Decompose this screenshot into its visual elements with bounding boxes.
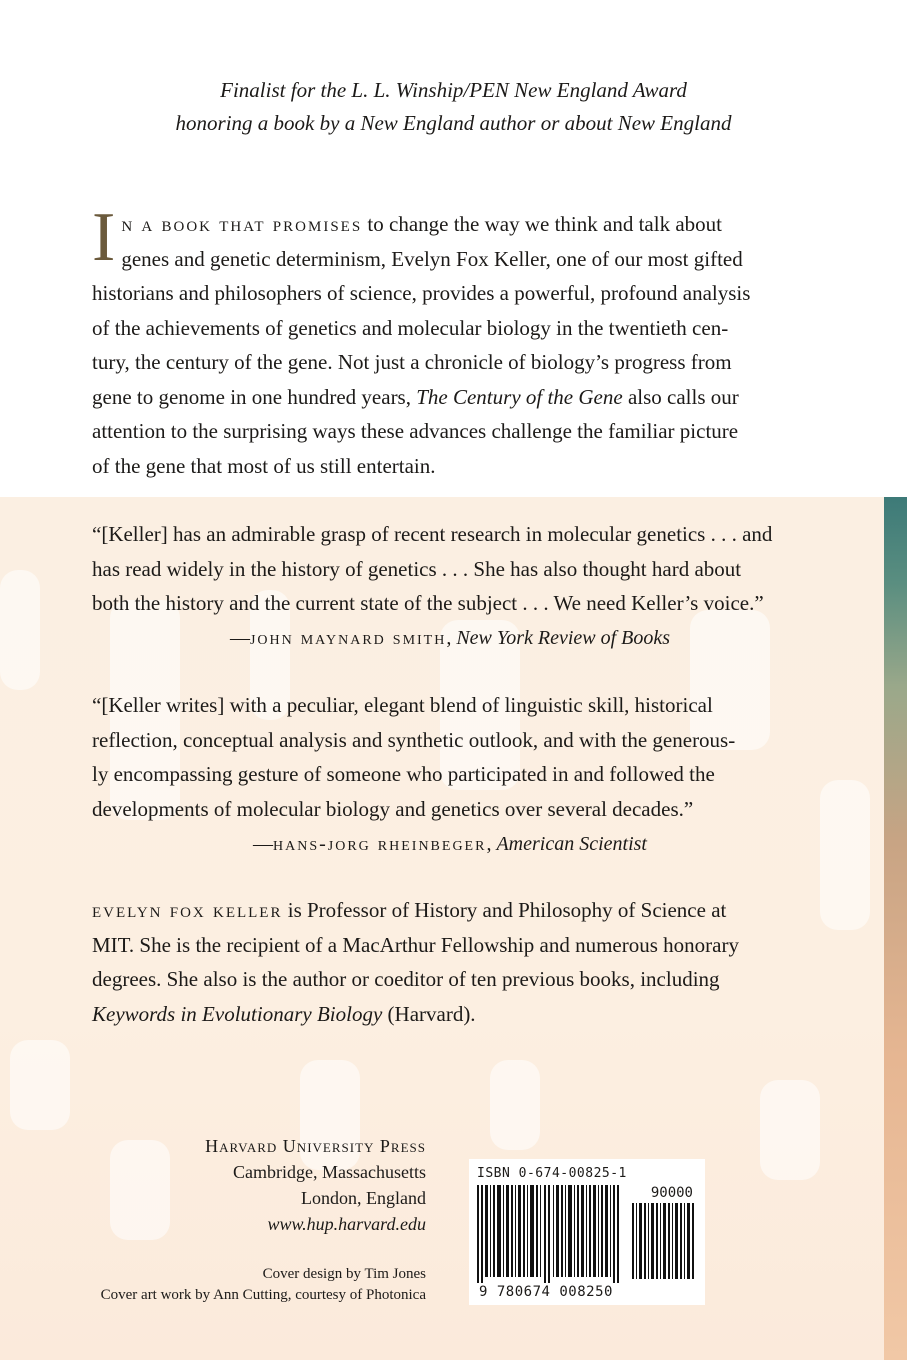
quote-1-attribution [92, 621, 808, 655]
quote-2-line-1: “[Keller writes] with a peculiar, elegant blend of linguistic skill, historical [92, 693, 713, 717]
attr-sep: , [486, 833, 497, 855]
intro-line-4: of the achievements of genetics and molecular biology in the twentieth cen- [92, 315, 729, 340]
intro-line-3: historians and philosophers of science, provides a powerful, profound analysis [92, 281, 751, 305]
quote-2-line-3: ly encompassing gesture of someone who participated in and followed the [92, 762, 715, 786]
addon-barcode-bars [632, 1203, 696, 1279]
publisher-city: Cambridge, Massachusetts [233, 1162, 426, 1182]
attr-name: hans-jorg rheinbeger [273, 833, 487, 855]
bio-line-4-post: (Harvard). [382, 1001, 476, 1026]
decorative-blob [820, 780, 870, 930]
quote-1-line-2: has read widely in the history of genetics . . . She has also thought hard about [92, 556, 742, 581]
decorative-blob [10, 1040, 70, 1130]
intro-line-6 [92, 380, 808, 415]
quote-1 [92, 517, 808, 621]
quote-2 [92, 688, 808, 826]
publisher-name: Harvard University Press [205, 1136, 426, 1156]
intro-lead-smallcaps: n a book that promises [121, 212, 363, 236]
intro-line-5: tury, the century of the gene. Not just a chronicle of biology’s progress from [92, 350, 732, 374]
cover-edge-artwork [884, 497, 907, 1360]
bio-line-4 [92, 997, 808, 1032]
intro-line [92, 207, 808, 242]
decorative-blob [490, 1060, 540, 1150]
publisher-block [100, 1133, 426, 1237]
bio-line-1 [92, 893, 808, 928]
quote-2-line-2: reflection, conceptual analysis and synthetic outlook, and with the generous- [92, 727, 736, 752]
price-code: 90000 [650, 1185, 693, 1201]
intro-line-7: attention to the surprising ways these advances challenge the familiar picture [92, 419, 739, 443]
intro-line-8: of the gene that most of us still entertain. [92, 453, 436, 478]
ean-digits: 9 780674 008250 [479, 1284, 613, 1300]
drop-cap: I [92, 199, 116, 276]
quote-1-line-3: both the history and the current state of the subject . . . We need Keller’s voice.” [92, 591, 764, 615]
barcode [469, 1159, 705, 1305]
quote-1-line-1: “[Keller] has an admirable grasp of recent research in molecular genetics . . . and [92, 522, 773, 546]
award-line-2: honoring a book by a New England author or about New England [175, 111, 732, 135]
attr-dash: — [253, 833, 273, 855]
book-title: The Century of the Gene [416, 384, 623, 409]
ean-barcode-bars [477, 1185, 627, 1283]
award-line-1: Finalist for the L. L. Winship/PEN New England Award [220, 78, 687, 102]
intro-line-6-pre: gene to genome in one hundred years, [92, 384, 417, 409]
attr-dash: — [229, 627, 250, 649]
attr-source: New York Review of Books [456, 627, 671, 649]
author-name: evelyn fox keller [92, 898, 283, 922]
publisher-url: www.hup.harvard.edu [267, 1214, 426, 1234]
intro-line-2: genes and genetic determinism, Evelyn Fox Keller, one of our most gifted [121, 246, 743, 271]
quote-2-line-4: developments of molecular biology and genetics over several decades.” [92, 796, 694, 821]
isbn-label: ISBN 0-674-00825-1 [477, 1166, 627, 1181]
bio-line-1-rest: is Professor of History and Philosophy of Science at [282, 898, 727, 922]
publisher-city-2: London, England [301, 1188, 426, 1208]
attr-source: American Scientist [496, 833, 647, 855]
intro-line-1: to change the way we think and talk about [362, 212, 722, 236]
decorative-blob [0, 570, 40, 690]
quote-2-attribution [92, 827, 808, 861]
credit-art: Cover art work by Ann Cutting, courtesy of Photonica [100, 1287, 426, 1303]
decorative-blob [760, 1080, 820, 1180]
bio-line-3: degrees. She also is the author or coeditor of ten previous books, including [92, 967, 720, 991]
bio-book-title: Keywords in Evolutionary Biology [92, 1001, 383, 1026]
bio-line-2: MIT. She is the recipient of a MacArthur Fellowship and numerous honorary [92, 932, 739, 957]
cover-credits [60, 1264, 426, 1306]
author-bio [92, 893, 808, 1031]
credit-design: Cover design by Tim Jones [262, 1266, 426, 1282]
intro-paragraph [92, 199, 808, 483]
attr-name: john maynard smith [249, 627, 447, 649]
intro-line-6-post: also calls our [622, 384, 739, 409]
attr-sep: , [446, 627, 457, 649]
